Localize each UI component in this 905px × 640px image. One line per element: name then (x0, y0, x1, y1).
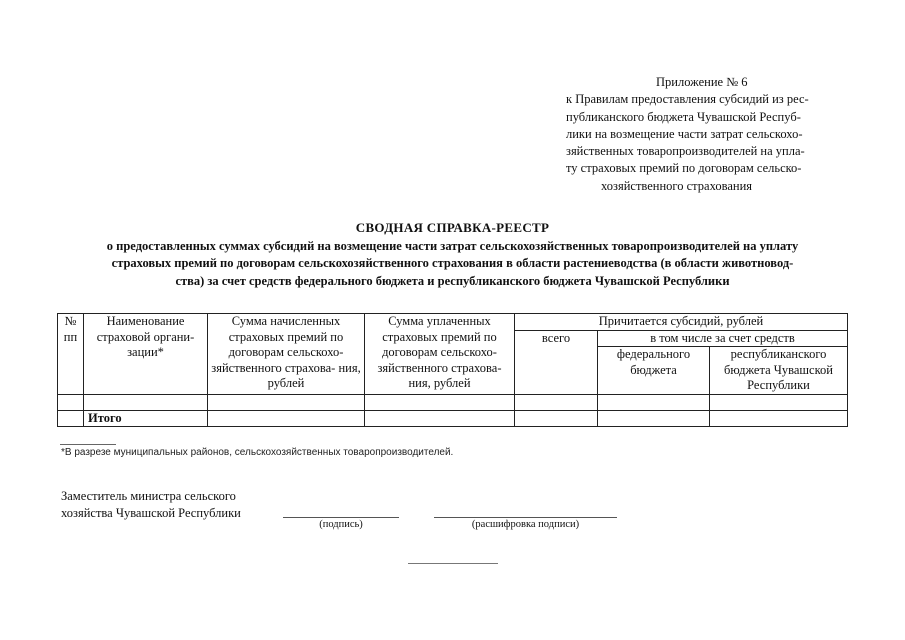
subtitle-line: о предоставленных суммах субсидий на возмещение части затрат сельскохозяйственных товаропроизводителей на уплату (106, 239, 799, 253)
header-num: № пп (58, 314, 84, 395)
table-cell (365, 410, 515, 427)
signer-line: хозяйства Чувашской Республики (61, 506, 241, 520)
subtitle-line: страховых премий по договорам сельскохозяйственного страхования в области растениеводства (в области животновод- (111, 256, 794, 271)
table-cell (515, 394, 598, 410)
appendix-line: ту страховых премий по договорам сельско- (566, 161, 802, 176)
table-cell (710, 394, 848, 410)
appendix-line: лики на возмещение части затрат сельскохо- (566, 126, 803, 141)
header-total: всего (515, 330, 598, 394)
table-cell (208, 394, 365, 410)
signer-title (61, 488, 241, 522)
subtitle-line: ства) за счет средств федерального бюджета и республиканского бюджета Чувашской Республики (175, 273, 730, 288)
signature-decode-caption: (расшифровка подписи) (471, 519, 580, 530)
total-label: Итого (84, 410, 208, 427)
signature-decode-line (434, 517, 617, 518)
header-subsidy-due: Причитается субсидий, рублей (515, 314, 848, 331)
signature-line (283, 517, 399, 518)
appendix-line: хозяйственного страхования (601, 178, 753, 193)
appendix-number: Приложение № 6 (656, 75, 748, 89)
header-insurer-name: Наименование страховой органи- зации* (84, 314, 208, 395)
header-including: в том числе за счет средств (598, 330, 848, 347)
table-cell (58, 394, 84, 410)
header-paid-premiums: Сумма уплаченных страховых премий по договорам сельскохо- зяйственного страхова- ния, рублей (365, 314, 515, 395)
appendix-line: к Правилам предоставления субсидий из рес- (566, 92, 809, 107)
total-row (58, 410, 848, 427)
table-cell (710, 410, 848, 427)
document-subtitle (55, 238, 850, 290)
footnote-divider (60, 444, 116, 445)
header-accrued-premiums: Сумма начисленных страховых премий по договорам сельскохо- зяйственного страхова- ния, рублей (208, 314, 365, 395)
table-cell (365, 394, 515, 410)
appendix-block (566, 74, 846, 195)
document-title: СВОДНАЯ СПРАВКА-РЕЕСТР (355, 220, 550, 235)
table-cell (598, 394, 710, 410)
footnote: *В разрезе муниципальных районов, сельскохозяйственных товаропроизводителей. (61, 447, 454, 458)
table-cell (598, 410, 710, 427)
registry-table (57, 313, 848, 427)
appendix-line: зяйственных товаропроизводителей на упла- (566, 144, 805, 159)
header-row (58, 314, 848, 331)
appendix-line: публиканского бюджета Чувашской Респуб- (566, 109, 801, 124)
table-cell (208, 410, 365, 427)
table-row (58, 394, 848, 410)
signature-caption: (подпись) (319, 519, 363, 530)
table-cell (84, 394, 208, 410)
bottom-divider (408, 563, 498, 564)
header-federal: федерального бюджета (598, 347, 710, 395)
table-cell (515, 410, 598, 427)
table-cell (58, 410, 84, 427)
header-republic: республиканского бюджета Чувашской Республики (710, 347, 848, 395)
signer-line: Заместитель министра сельского (61, 489, 236, 503)
